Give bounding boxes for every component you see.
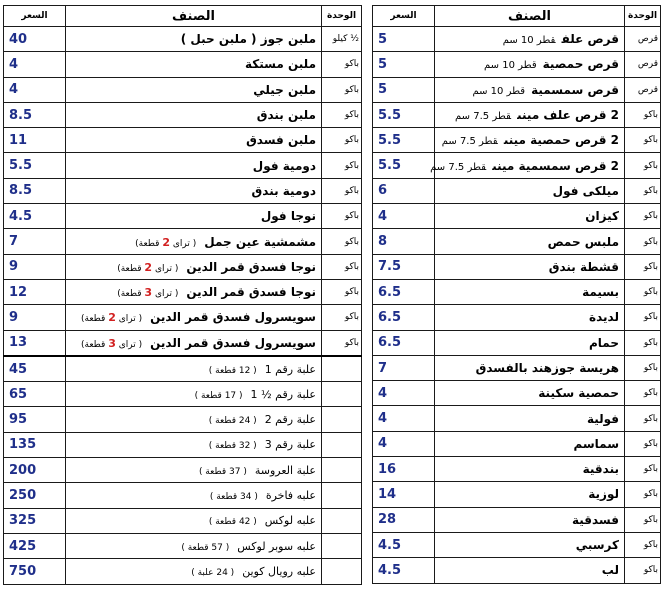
table-row <box>373 153 661 178</box>
item-name: علبة رقم ½ 1 <box>250 387 316 401</box>
item-unit: باكو <box>322 279 362 304</box>
item-unit: باكو <box>625 457 661 482</box>
table-row <box>373 27 661 52</box>
item-name-cell <box>66 533 322 558</box>
table-header-row <box>4 6 362 27</box>
item-unit <box>322 458 362 483</box>
table-row <box>373 482 661 507</box>
table-row <box>4 508 362 533</box>
item-unit: باكو <box>322 102 362 127</box>
item-price: 14 <box>373 482 435 507</box>
item-name-cell <box>435 457 625 482</box>
item-unit: باكو <box>625 431 661 456</box>
item-price: 8 <box>373 229 435 254</box>
item-unit: باكو <box>625 406 661 431</box>
item-price: 8.5 <box>4 102 66 127</box>
item-unit <box>322 508 362 533</box>
item-price: 13 <box>4 330 66 356</box>
item-name-cell <box>66 483 322 508</box>
tray-note-prefix: ( تراى <box>115 339 143 350</box>
tray-note-suffix: قطعة) <box>117 263 145 274</box>
table-row <box>373 532 661 557</box>
item-unit: باكو <box>322 204 362 229</box>
item-price: 4 <box>4 77 66 102</box>
tray-note-suffix: قطعة) <box>80 339 109 350</box>
item-unit: باكو <box>322 229 362 254</box>
item-name-cell <box>66 356 322 382</box>
item-price: 4 <box>373 204 435 229</box>
item-tray-note <box>117 286 179 300</box>
item-name: قرص علف <box>561 32 619 47</box>
item-name: دومية فول <box>252 158 316 173</box>
item-name-cell <box>435 431 625 456</box>
tray-note-prefix: ( تراى <box>152 289 179 300</box>
item-price: 750 <box>4 559 66 584</box>
item-name-cell <box>435 279 625 304</box>
item-name: دومية بندق <box>251 183 316 198</box>
table-row <box>373 229 661 254</box>
item-unit: باكو <box>625 178 661 203</box>
item-price: 5 <box>373 77 435 102</box>
item-name: كرسبي <box>575 538 619 553</box>
item-name: نوجا فسدق قمر الدين <box>186 259 316 274</box>
item-name: نوجا فول <box>260 209 316 224</box>
item-unit <box>322 356 362 382</box>
item-unit: باكو <box>625 229 661 254</box>
table-row <box>4 27 362 52</box>
item-name-cell <box>435 254 625 279</box>
table-row <box>4 305 362 330</box>
header-item: الصنف <box>435 6 625 27</box>
item-name: قرص سمسمية <box>531 82 619 97</box>
item-name: علبة رقم 1 <box>264 362 316 376</box>
item-name-cell <box>66 458 322 483</box>
table-row <box>373 77 661 102</box>
item-name: 2 قرص علف مينى <box>517 108 619 123</box>
table-row <box>4 356 362 382</box>
item-unit <box>322 483 362 508</box>
item-name-cell <box>435 305 625 330</box>
item-name: ملبن بندق <box>256 108 316 123</box>
item-unit: باكو <box>625 305 661 330</box>
table-row <box>4 254 362 279</box>
table-row <box>4 128 362 153</box>
item-price: 16 <box>373 457 435 482</box>
tray-note-prefix: ( تراى <box>152 263 179 274</box>
item-name-cell <box>66 178 322 203</box>
item-tray-note <box>135 235 197 249</box>
item-name: لديدة <box>589 310 619 325</box>
item-name-cell <box>66 128 322 153</box>
header-price: السعر <box>4 6 66 27</box>
item-name-cell <box>435 204 625 229</box>
item-unit <box>322 432 362 457</box>
item-name-cell <box>435 406 625 431</box>
item-dimension: قطر 10 سم <box>502 35 556 47</box>
item-unit: قرص <box>625 52 661 77</box>
item-name-cell <box>66 153 322 178</box>
item-name: بسيمة <box>582 285 619 300</box>
item-name-cell <box>66 204 322 229</box>
table-row <box>373 457 661 482</box>
item-unit: باكو <box>625 102 661 127</box>
item-name: علبه فاخرة <box>265 488 316 502</box>
table-row <box>4 229 362 254</box>
item-unit <box>322 559 362 584</box>
item-unit: قرص <box>625 27 661 52</box>
item-name-cell <box>66 330 322 356</box>
item-name-cell <box>435 229 625 254</box>
item-price: 200 <box>4 458 66 483</box>
item-name: 2 قرص حمصية مينى <box>503 133 619 148</box>
item-unit: باكو <box>625 558 661 583</box>
item-name: سويسرول فسدق قمر الدين <box>150 335 316 350</box>
item-name: مشمشية عين جمل <box>204 234 316 249</box>
item-price: 8.5 <box>4 178 66 203</box>
table-row <box>373 279 661 304</box>
tray-piece-number: 3 <box>144 286 153 300</box>
item-name-cell <box>66 77 322 102</box>
item-piece-count: ( 24 قطعة ) <box>208 416 257 427</box>
tray-piece-number: 2 <box>144 260 153 274</box>
item-name: سماسم <box>573 436 619 451</box>
item-name: علبة رقم 2 <box>264 413 316 427</box>
item-price: 11 <box>4 128 66 153</box>
item-price: 325 <box>4 508 66 533</box>
item-price: 65 <box>4 382 66 407</box>
item-price: 5 <box>373 27 435 52</box>
item-price: 4.5 <box>4 204 66 229</box>
item-unit: قرص <box>625 77 661 102</box>
item-unit: باكو <box>322 178 362 203</box>
item-name: نوجا فسدق قمر الدين <box>186 285 316 300</box>
item-unit: باكو <box>322 330 362 356</box>
item-name: ميلكى فول <box>552 183 619 198</box>
item-name-cell <box>435 77 625 102</box>
table-row <box>4 559 362 584</box>
item-name-cell <box>66 279 322 304</box>
item-name: هريسة جوزهند بالفسدق <box>475 361 619 375</box>
item-name-cell <box>66 407 322 432</box>
header-item: الصنف <box>66 6 322 27</box>
item-piece-count: ( 32 قطعة ) <box>208 441 257 452</box>
item-name-cell <box>435 381 625 406</box>
table-row <box>4 533 362 558</box>
item-name: ملبن فسدق <box>246 133 316 148</box>
table-row <box>4 330 362 356</box>
item-unit: باكو <box>322 128 362 153</box>
item-name: كيزان <box>585 209 619 224</box>
item-unit: باكو <box>625 153 661 178</box>
table-row <box>4 178 362 203</box>
table-row <box>4 279 362 304</box>
tray-piece-number: 3 <box>108 336 116 350</box>
item-price: 4 <box>373 381 435 406</box>
item-price: 5.5 <box>373 102 435 127</box>
header-unit: الوحدة <box>625 6 661 27</box>
item-unit: باكو <box>322 254 362 279</box>
item-dimension: قطر 7.5 سم <box>455 111 512 123</box>
item-name: علبة رقم 3 <box>264 438 316 452</box>
table-row <box>373 178 661 203</box>
item-price: 4.5 <box>373 558 435 583</box>
item-name: ملبس حمص <box>547 234 619 249</box>
item-price: 425 <box>4 533 66 558</box>
item-unit: باكو <box>322 305 362 330</box>
tray-note-prefix: ( تراى <box>115 314 143 325</box>
table-row <box>373 102 661 127</box>
item-piece-count: ( 37 قطعة ) <box>198 466 247 477</box>
item-name-cell <box>430 153 625 178</box>
item-unit: ½ كيلو <box>322 27 362 52</box>
item-name-cell <box>66 305 322 330</box>
item-price: 9 <box>4 305 66 330</box>
item-name: 2 قرص سمسمية مينى <box>492 158 619 173</box>
table-row <box>4 204 362 229</box>
item-unit: باكو <box>625 128 661 153</box>
item-unit: باكو <box>625 381 661 406</box>
item-unit <box>322 382 362 407</box>
table-row <box>373 305 661 330</box>
item-name-cell <box>66 254 322 279</box>
item-unit: باكو <box>625 482 661 507</box>
price-table-left <box>3 5 362 585</box>
table-row <box>4 77 362 102</box>
item-piece-count: ( 17 قطعة ) <box>194 390 243 401</box>
item-tray-note <box>80 336 143 350</box>
item-name: قرص حمصية <box>542 57 619 72</box>
item-name-cell <box>435 52 625 77</box>
item-price: 5.5 <box>4 153 66 178</box>
item-unit: باكو <box>625 204 661 229</box>
table-row <box>373 406 661 431</box>
item-name-cell <box>66 432 322 457</box>
table-row <box>373 204 661 229</box>
item-name: ملبن مستكة <box>245 57 316 72</box>
table-row <box>4 483 362 508</box>
item-price: 7 <box>373 355 435 380</box>
item-name-cell <box>66 559 322 584</box>
item-piece-count: ( 42 قطعة ) <box>208 517 257 528</box>
table-row <box>4 102 362 127</box>
item-unit <box>322 533 362 558</box>
item-unit <box>322 407 362 432</box>
item-piece-count: ( 24 علبة ) <box>191 567 235 578</box>
item-price: 9 <box>4 254 66 279</box>
item-dimension: قطر 7.5 سم <box>430 161 487 173</box>
item-unit: باكو <box>625 254 661 279</box>
table-row <box>373 330 661 355</box>
table-row <box>4 432 362 457</box>
item-name: حمام <box>589 335 619 350</box>
item-name-cell <box>435 330 625 355</box>
table-row <box>4 382 362 407</box>
item-price: 5 <box>373 52 435 77</box>
table-row <box>4 407 362 432</box>
table-row <box>373 128 661 153</box>
item-name: فسدقية <box>571 512 619 527</box>
table-row <box>373 507 661 532</box>
price-table-right <box>372 5 661 584</box>
item-name-cell <box>66 27 322 52</box>
table-header-row <box>373 6 661 27</box>
tray-note-suffix: قطعة) <box>117 289 145 300</box>
item-name-cell <box>66 508 322 533</box>
item-name: علبه رويال كوين <box>242 564 316 578</box>
item-name: سويسرول فسدق قمر الدين <box>150 310 316 325</box>
tray-note-prefix: ( تراى <box>170 238 197 249</box>
item-name: حمصية سكينة <box>538 386 619 401</box>
item-unit: باكو <box>625 330 661 355</box>
item-name-cell <box>66 52 322 77</box>
item-price: 135 <box>4 432 66 457</box>
item-price: 7.5 <box>373 254 435 279</box>
item-name: لب <box>601 563 619 578</box>
tray-piece-number: 2 <box>108 311 116 325</box>
item-name: ملبن جوز ( ملبن حبل ) <box>180 32 316 47</box>
item-price: 4 <box>373 431 435 456</box>
item-price: 5.5 <box>373 153 435 178</box>
item-name: علبه لوكس <box>264 514 316 528</box>
item-name-cell <box>66 102 322 127</box>
header-price: السعر <box>373 6 435 27</box>
header-unit: الوحدة <box>322 6 362 27</box>
item-name-cell <box>66 382 322 407</box>
item-price: 6.5 <box>373 305 435 330</box>
item-unit: باكو <box>625 532 661 557</box>
item-price: 250 <box>4 483 66 508</box>
table-row <box>373 381 661 406</box>
item-name-cell <box>435 355 625 380</box>
item-piece-count: ( 34 قطعة ) <box>209 491 258 502</box>
item-name: ملبن جيلي <box>253 82 316 97</box>
table-row <box>4 458 362 483</box>
item-unit: باكو <box>625 507 661 532</box>
tray-note-suffix: قطعة) <box>80 314 109 325</box>
item-name-cell <box>435 507 625 532</box>
item-price: 4 <box>4 52 66 77</box>
item-name: لوزية <box>588 487 619 502</box>
table-row <box>4 52 362 77</box>
item-unit: باكو <box>322 153 362 178</box>
item-name-cell <box>435 102 625 127</box>
item-name: فولية <box>586 411 619 426</box>
item-name-cell <box>435 128 625 153</box>
item-tray-note <box>80 311 143 325</box>
item-price: 6 <box>373 178 435 203</box>
table-row <box>373 558 661 583</box>
item-unit: باكو <box>625 279 661 304</box>
item-unit: باكو <box>322 52 362 77</box>
item-dimension: قطر 10 سم <box>472 85 526 97</box>
item-price: 6.5 <box>373 279 435 304</box>
item-name-cell <box>435 558 625 583</box>
table-row <box>373 52 661 77</box>
item-price: 12 <box>4 279 66 304</box>
item-unit: باكو <box>625 355 661 380</box>
item-price: 6.5 <box>373 330 435 355</box>
item-name-cell <box>435 27 625 52</box>
tray-note-suffix: قطعة) <box>135 238 163 249</box>
table-row <box>373 254 661 279</box>
item-dimension: قطر 7.5 سم <box>441 136 498 148</box>
item-price: 45 <box>4 356 66 382</box>
table-row <box>373 355 661 380</box>
item-name: قشطة بندق <box>548 259 619 274</box>
item-name-cell <box>435 178 625 203</box>
item-price: 28 <box>373 507 435 532</box>
item-price: 95 <box>4 407 66 432</box>
item-tray-note <box>117 260 179 274</box>
item-piece-count: ( 57 قطعة ) <box>181 542 230 553</box>
item-unit: باكو <box>322 77 362 102</box>
item-name: علبة العروسة <box>254 463 316 477</box>
item-dimension: قطر 10 سم <box>484 60 537 72</box>
table-row <box>373 431 661 456</box>
item-price: 40 <box>4 27 66 52</box>
item-price: 5.5 <box>373 128 435 153</box>
item-price: 4 <box>373 406 435 431</box>
tray-piece-number: 2 <box>162 235 171 249</box>
item-name: علبه سوبر لوكس <box>237 539 316 553</box>
item-piece-count: ( 12 قطعة ) <box>208 365 257 376</box>
table-row <box>4 153 362 178</box>
item-price: 7 <box>4 229 66 254</box>
item-price: 4.5 <box>373 532 435 557</box>
item-name: بندقية <box>582 462 619 477</box>
item-name-cell <box>66 229 322 254</box>
item-name-cell <box>435 482 625 507</box>
item-name-cell <box>435 532 625 557</box>
